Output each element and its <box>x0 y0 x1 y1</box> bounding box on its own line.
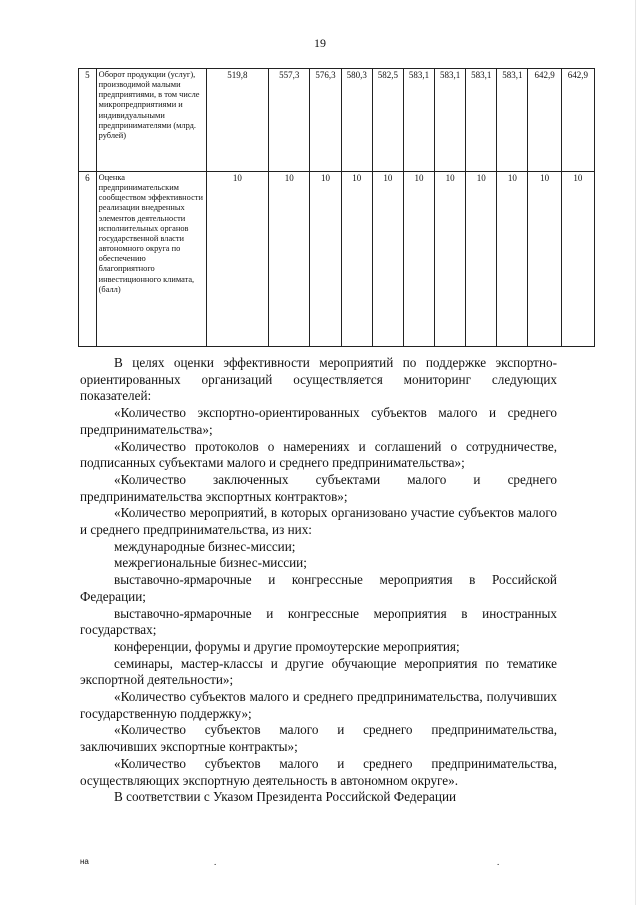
body-paragraph: межрегиональные бизнес-миссии; <box>114 555 307 571</box>
body-paragraph: «Количество протоколов о намерениях и соглашений о сотрудничестве, подписанных субъектами малого и среднего предпринимательства»; <box>80 438 557 471</box>
row-index: 5 <box>79 69 97 172</box>
value-cell: 583,1 <box>403 69 434 172</box>
value-cell: 583,1 <box>466 69 497 172</box>
value-cell: 583,1 <box>435 69 466 172</box>
scan-speck: . <box>497 857 500 867</box>
indicators-table <box>78 68 595 347</box>
value-cell: 580,3 <box>341 69 372 172</box>
row-description: Оценка предпринимательским сообществом эффективности реализации внедренных элементов деятельности исполнительных органов государственной власти автономного округа по обеспечению благоприятного инвестиционного климата, (балл) <box>96 172 206 347</box>
body-paragraph: «Количество субъектов малого и среднего предпринимательства, осуществляющих экспортную деятельность в автономном округе». <box>80 755 557 788</box>
value-cell: 10 <box>466 172 497 347</box>
value-cell: 10 <box>310 172 341 347</box>
value-cell: 10 <box>268 172 310 347</box>
table-row <box>79 69 595 172</box>
body-paragraph: конференции, форумы и другие промоутерские мероприятия; <box>114 638 460 654</box>
value-cell: 642,9 <box>561 69 594 172</box>
body-paragraph: В соответствии с Указом Президента Российской Федерации <box>114 789 457 805</box>
body-paragraph: международные бизнес-миссии; <box>114 538 296 554</box>
value-cell: 557,3 <box>268 69 310 172</box>
body-paragraph: семинары, мастер-классы и другие обучающие мероприятия по тематике экспортной деятельности»; <box>80 655 557 688</box>
scan-edge <box>635 0 636 905</box>
value-cell: 582,5 <box>372 69 403 172</box>
scan-speck: . <box>214 857 217 867</box>
value-cell: 583,1 <box>497 69 528 172</box>
page-number: 19 <box>314 36 326 50</box>
value-cell: 10 <box>528 172 561 347</box>
document-body <box>80 355 557 806</box>
body-paragraph: «Количество заключенных субъектами малого и среднего предпринимательства экспортных контрактов»; <box>80 471 557 504</box>
body-paragraph: выставочно-ярмарочные и конгрессные мероприятия в иностранных государствах; <box>80 605 557 638</box>
body-paragraph: В целях оценки эффективности мероприятий по поддержке экспортно-ориентированных организаций осуществляется мониторинг следующих показателей: <box>80 355 557 404</box>
value-cell: 10 <box>561 172 594 347</box>
footer-mark: на <box>80 857 89 866</box>
value-cell: 10 <box>206 172 268 347</box>
value-cell: 10 <box>403 172 434 347</box>
value-cell: 10 <box>497 172 528 347</box>
row-index: 6 <box>79 172 97 347</box>
value-cell: 576,3 <box>310 69 341 172</box>
body-paragraph: выставочно-ярмарочные и конгрессные мероприятия в Российской Федерации; <box>80 572 557 604</box>
value-cell: 10 <box>341 172 372 347</box>
row-description: Оборот продукции (услуг), производимой малыми предприятиями, в том числе микропредприятиями и индивидуальными предпринимателями (млрд. рублей) <box>96 69 206 172</box>
value-cell: 642,9 <box>528 69 561 172</box>
body-paragraph: «Количество субъектов малого и среднего предпринимательства, заключивших экспортные контракты»; <box>80 722 557 755</box>
value-cell: 519,8 <box>206 69 268 172</box>
body-paragraph: «Количество мероприятий, в которых организовано участие субъектов малого и среднего предпринимательства, из них: <box>80 505 557 538</box>
body-paragraph: «Количество субъектов малого и среднего предпринимательства, получивших государственную поддержку»; <box>80 689 557 721</box>
body-paragraph: «Количество экспортно-ориентированных субъектов малого и среднего предпринимательства»; <box>80 405 557 437</box>
table-row <box>79 172 595 347</box>
value-cell: 10 <box>435 172 466 347</box>
value-cell: 10 <box>372 172 403 347</box>
